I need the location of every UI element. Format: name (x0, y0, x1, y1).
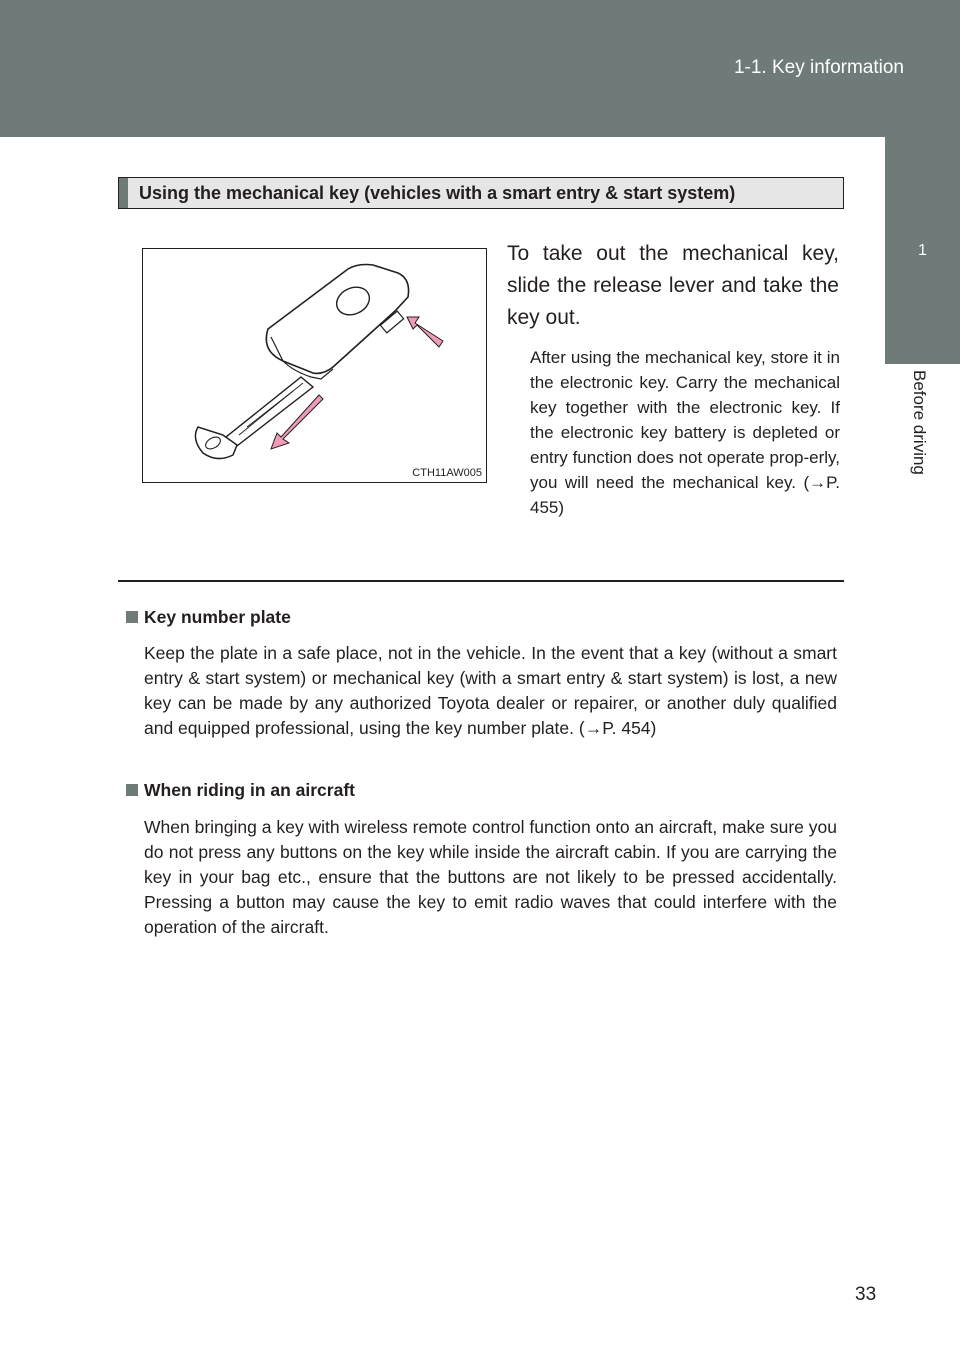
side-tab-label-container (885, 370, 960, 570)
electronic-key-icon (266, 265, 408, 380)
side-tab-label: Before driving (910, 370, 929, 475)
section-divider (118, 580, 844, 582)
page-number: 33 (855, 1284, 877, 1305)
smart-key-drawing (143, 249, 486, 482)
item-heading-text: When riding in an aircraft (144, 780, 355, 800)
item-heading-aircraft (126, 780, 355, 801)
item-heading-text: Key number plate (144, 607, 291, 627)
section-heading-accent (119, 178, 128, 208)
mechanical-key-icon (195, 377, 313, 459)
section-heading-text: Using the mechanical key (vehicles with a smart entry & start system) (139, 183, 736, 203)
page-header (0, 0, 960, 137)
item-body-key-number-plate: Keep the plate in a safe place, not in the vehicle. In the event that a key (without a smart entry & start system) or mechanical key (with a smart entry & start system) is lost, a new key can be made by any authorized Toyota dealer or repairer, or another duly qualified and equipped professional, using the key number plate. (→P. 454) (144, 643, 837, 738)
side-tab-number: 1 (885, 137, 960, 364)
figure-code: CTH11AW005 (412, 467, 482, 479)
release-lever-arrow-icon (407, 317, 443, 347)
bullet-square-icon (126, 784, 138, 796)
bullet-square-icon (126, 611, 138, 623)
instruction-note: After using the mechanical key, store it in the electronic key. Carry the mechanical key together with the electronic key. If the electronic key battery is depleted or entry function does not operate prop-erly, you will need the mechanical key. (→P. 455) (530, 348, 840, 517)
item-body-aircraft: When bringing a key with wireless remote control function onto an aircraft, make sure you do not press any buttons on the key while inside the aircraft cabin. If you are carrying the key in your bag etc., ensure that the buttons are not likely to be pressed accidentally. Pressing a button may cause the key to emit radio waves that could interfere with the operation of the aircraft. (144, 817, 837, 937)
instruction-text: To take out the mechanical key, slide the release lever and take the key out. (507, 242, 839, 329)
chapter-title: 1-1. Key information (733, 57, 904, 78)
section-heading (118, 177, 844, 209)
item-heading-key-number-plate (126, 607, 291, 628)
key-illustration (142, 248, 487, 483)
